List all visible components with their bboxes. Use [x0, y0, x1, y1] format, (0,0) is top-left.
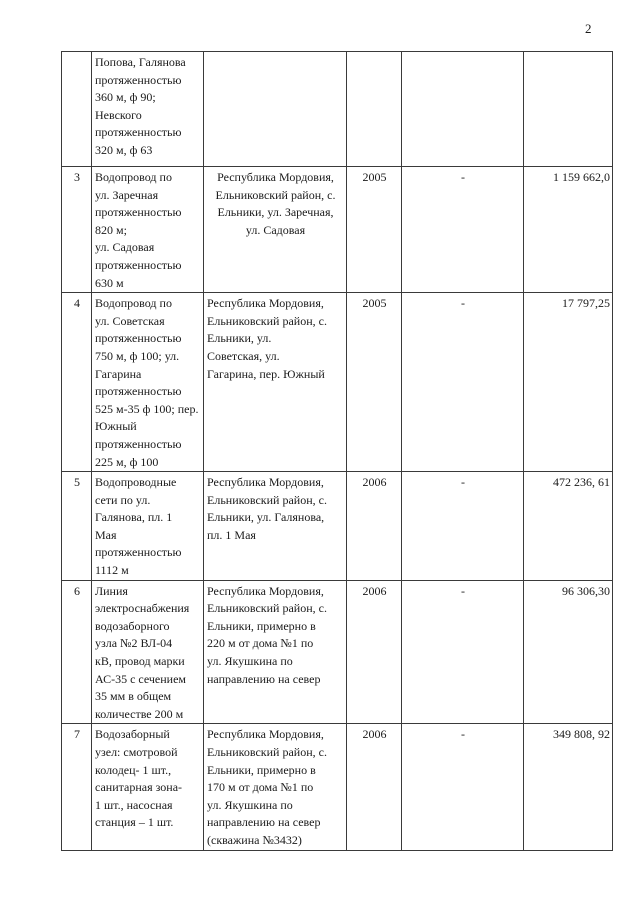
object-name-line: Линия	[95, 583, 128, 598]
address-line: Ельниковский район, с.	[207, 745, 327, 759]
object-name-line: протяженностью	[95, 436, 182, 451]
dash-cell: -	[402, 724, 524, 850]
object-name-line: протяженностью	[95, 205, 182, 220]
object-name-line: ул. Советская	[95, 313, 165, 328]
amount-cell: 96 306,30	[524, 580, 613, 724]
row-number-cell: 7	[62, 724, 92, 850]
address-cell	[204, 52, 347, 167]
address-line: 220 м от дома №1 по	[207, 636, 314, 651]
address-line: Гагарина, пер. Южный	[207, 366, 325, 381]
object-name-line: Мая	[95, 527, 117, 542]
page-number: 2	[585, 21, 592, 36]
object-name-line: 1112 м	[95, 563, 129, 578]
object-name-line: Южный	[95, 419, 137, 434]
address-line: Ельники, ул. Галянова,	[207, 510, 325, 525]
table-row	[62, 580, 613, 724]
address-line: направлению на север	[207, 671, 321, 686]
object-name-line: Водопровод по	[95, 170, 172, 184]
object-name-line: протяженностью	[95, 257, 182, 272]
object-name-line: протяженностью	[95, 545, 182, 560]
row-number-cell: 5	[62, 472, 92, 581]
object-name-line: кВ, провод марки	[95, 654, 185, 669]
address-line: Республика Мордовия,	[207, 475, 324, 490]
object-name-line: ул. Садовая	[95, 240, 155, 255]
object-name-cell	[92, 293, 204, 472]
address-line: ул. Якушкина по	[207, 654, 293, 669]
amount-cell: 349 808, 92	[524, 724, 613, 850]
object-name-line: АС-35 с сечением	[95, 671, 187, 686]
address-line: Ельники, ул. Заречная,	[217, 205, 334, 220]
object-name-line: 35 мм в общем	[95, 689, 172, 704]
dash-cell: -	[402, 472, 524, 581]
year-cell: 2006	[347, 580, 402, 724]
dash-cell: -	[402, 293, 524, 472]
address-line: Республика Мордовия,	[207, 727, 324, 742]
address-line: Республика Мордовия,	[207, 296, 324, 311]
object-name-line: протяженностью	[95, 384, 182, 399]
object-name-line: Гагарина	[95, 366, 142, 381]
dash-cell	[402, 52, 524, 167]
property-registry-table	[61, 51, 613, 851]
address-cell	[204, 293, 347, 472]
address-cell	[204, 167, 347, 293]
address-line: пл. 1 Мая	[207, 527, 256, 542]
address-line: Ельниковский район, с.	[207, 601, 327, 616]
amount-cell: 1 159 662,0	[524, 167, 613, 293]
address-line: направлению на север	[207, 815, 321, 830]
object-name-line: протяженностью	[95, 72, 182, 87]
object-name-line: узла №2 ВЛ-04	[95, 636, 173, 651]
object-name-line: Галянова, пл. 1	[95, 510, 173, 525]
address-line: ул. Якушкина по	[207, 797, 293, 812]
amount-cell	[524, 52, 613, 167]
object-name-line: станция – 1 шт.	[95, 815, 174, 830]
row-number-cell: 3	[62, 167, 92, 293]
year-cell: 2006	[347, 472, 402, 581]
object-name-line: 630 м	[95, 275, 124, 290]
address-line: Ельники, примерно в	[207, 762, 316, 777]
object-name-cell	[92, 724, 204, 850]
object-name-line: Водозаборный	[95, 727, 170, 742]
object-name-line: Попова, Галянова	[95, 55, 186, 69]
address-line: Республика Мордовия,	[217, 170, 334, 184]
address-cell	[204, 724, 347, 850]
object-name-line: санитарная зона-	[95, 780, 183, 795]
object-name-line: узел: смотровой	[95, 745, 178, 759]
table-row	[62, 167, 613, 293]
object-name-line: колодец- 1 шт.,	[95, 762, 172, 777]
year-cell: 2006	[347, 724, 402, 850]
dash-cell: -	[402, 580, 524, 724]
object-name-line: 750 м, ф 100; ул.	[95, 348, 180, 363]
object-name-cell	[92, 472, 204, 581]
object-name-line: 320 м, ф 63	[95, 142, 153, 157]
object-name-line: водозаборного	[95, 618, 170, 633]
address-line: Советская, ул.	[207, 348, 280, 363]
object-name-cell	[92, 167, 204, 293]
object-name-line: сети по ул.	[95, 492, 151, 507]
year-cell: 2005	[347, 293, 402, 472]
address-line: (скважина №3432)	[207, 832, 302, 847]
object-name-cell	[92, 580, 204, 724]
object-name-line: 225 м, ф 100	[95, 454, 159, 469]
address-line: 170 м от дома №1 по	[207, 780, 314, 795]
address-line: ул. Садовая	[245, 222, 306, 237]
row-number-cell: 6	[62, 580, 92, 724]
address-line: Ельниковский район, с.	[207, 313, 327, 328]
table-row	[62, 472, 613, 581]
object-name-line: 360 м, ф 90;	[95, 90, 156, 105]
address-line: Ельниковский район, с.	[207, 492, 327, 507]
object-name-line: протяженностью	[95, 125, 182, 140]
object-name-line: 525 м-35 ф 100; пер.	[95, 401, 199, 416]
dash-cell: -	[402, 167, 524, 293]
amount-cell: 472 236, 61	[524, 472, 613, 581]
table-row	[62, 52, 613, 167]
row-number-cell: 4	[62, 293, 92, 472]
object-name-line: Водопровод по	[95, 296, 172, 311]
year-cell: 2005	[347, 167, 402, 293]
address-line: Республика Мордовия,	[207, 583, 324, 598]
object-name-line: ул. Заречная	[95, 187, 159, 202]
address-line: Ельниковский район, с.	[215, 187, 336, 202]
amount-cell: 17 797,25	[524, 293, 613, 472]
object-name-line: 1 шт., насосная	[95, 797, 173, 812]
year-cell	[347, 52, 402, 167]
object-name-line: Невского	[95, 107, 142, 122]
object-name-line: электроснабжения	[95, 601, 190, 616]
object-name-line: 820 м;	[95, 222, 127, 237]
object-name-line: количестве 200 м	[95, 706, 184, 721]
address-cell	[204, 472, 347, 581]
object-name-line: протяженностью	[95, 331, 182, 346]
table-row	[62, 724, 613, 850]
object-name-cell	[92, 52, 204, 167]
object-name-line: Водопроводные	[95, 475, 177, 490]
address-line: Ельники, примерно в	[207, 618, 316, 633]
address-cell	[204, 580, 347, 724]
address-line: Ельники, ул.	[207, 331, 272, 346]
row-number-cell	[62, 52, 92, 167]
table-row	[62, 293, 613, 472]
